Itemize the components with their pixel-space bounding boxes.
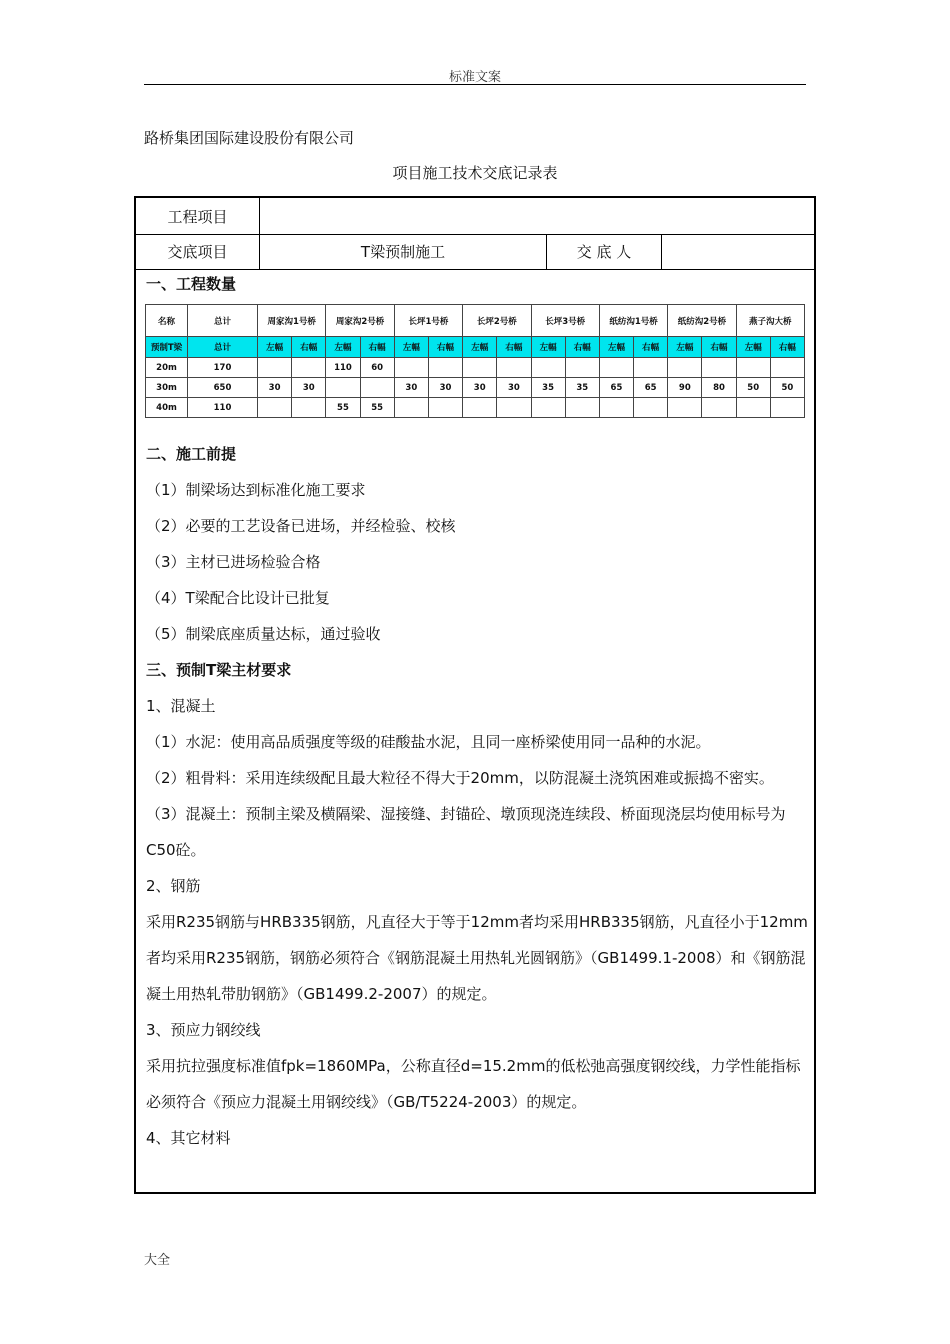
table-header-cell: 周家沟2号桥 [326, 305, 394, 337]
table-cell: 65 [599, 378, 633, 398]
table-cell: 650 [188, 378, 258, 398]
table-cell [258, 398, 292, 418]
table-cell: 60 [360, 358, 394, 378]
table-cell [770, 358, 804, 378]
table-subheader-cell: 左幅 [258, 337, 292, 358]
table-subheader-cell: 左幅 [326, 337, 360, 358]
table-header-cell: 总计 [188, 305, 258, 337]
table-cell [428, 398, 462, 418]
table-subheader-cell: 右幅 [565, 337, 599, 358]
table-cell [702, 398, 736, 418]
table-cell [599, 398, 633, 418]
table-cell: 50 [770, 378, 804, 398]
rebar-text: 采用R235钢筋与HRB335钢筋，凡直径大于等于12mm者均采用HRB335钢筋，凡直径小于12mm者均采用R235钢筋，钢筋必须符合《钢筋混凝土用热轧光圆钢筋》（GB1499.1-2008）和《钢筋混凝土用热轧带肋钢筋》（GB1499.2-2007）的规定。 [146, 913, 808, 1003]
table-cell: 30 [497, 378, 531, 398]
table-subheader-cell: 预制T梁 [146, 337, 188, 358]
table-cell [668, 398, 702, 418]
company-name: 路桥集团国际建设股份有限公司 [144, 129, 355, 147]
person-label: 交 底 人 [576, 243, 632, 261]
table-cell [668, 358, 702, 378]
table-cell [736, 398, 770, 418]
table-cell [531, 358, 565, 378]
header-rule [144, 84, 806, 85]
prereq-item: （1）制梁场达到标准化施工要求 [146, 481, 366, 499]
table-header-cell: 名称 [146, 305, 188, 337]
table-header-cell: 周家沟1号桥 [258, 305, 326, 337]
table-cell [565, 398, 599, 418]
table-header-cell: 燕子沟大桥 [736, 305, 804, 337]
prereq-item: （2）必要的工艺设备已进场，并经检验、校核 [146, 517, 456, 535]
table-header-cell: 长坪1号桥 [394, 305, 462, 337]
page-header: 标准文案 [448, 70, 501, 85]
subsection-concrete: 1、混凝土 [146, 697, 216, 715]
table-cell [634, 398, 668, 418]
section-materials: 三、预制T梁主材要求 [146, 661, 292, 679]
table-header-cell: 纸纺沟1号桥 [599, 305, 667, 337]
table-cell: 55 [360, 398, 394, 418]
table-cell [736, 358, 770, 378]
table-cell [770, 398, 804, 418]
table-cell: 55 [326, 398, 360, 418]
subsection-strand: 3、预应力钢绞线 [146, 1021, 261, 1039]
table-cell: 30m [146, 378, 188, 398]
subsection-rebar: 2、钢筋 [146, 877, 201, 895]
table-row [146, 358, 805, 378]
table-header-cell: 纸纺沟2号桥 [668, 305, 736, 337]
prereq-item: （3）主材已进场检验合格 [146, 553, 321, 571]
concrete-item: （3）混凝土：预制主梁及横隔梁、湿接缝、封锚砼、墩顶现浇连续段、桥面现浇层均使用标号为C50砼。 [146, 805, 786, 859]
record-form [134, 196, 816, 1194]
table-cell [292, 398, 326, 418]
project-row [136, 198, 814, 235]
table-subheader-cell: 左幅 [394, 337, 428, 358]
table-cell [258, 358, 292, 378]
table-cell: 35 [531, 378, 565, 398]
table-cell: 90 [668, 378, 702, 398]
table-cell: 20m [146, 358, 188, 378]
item-row [136, 234, 814, 270]
table-subheader-cell: 右幅 [634, 337, 668, 358]
quantity-table [145, 304, 805, 418]
table-cell [463, 398, 497, 418]
table-cell: 110 [326, 358, 360, 378]
table-cell: 110 [188, 398, 258, 418]
item-label: 交底项目 [167, 243, 228, 261]
table-subheader-cell: 右幅 [428, 337, 462, 358]
project-value [260, 198, 814, 234]
table-cell [428, 358, 462, 378]
table-subheader-cell: 右幅 [497, 337, 531, 358]
table-subheader-cell: 左幅 [531, 337, 565, 358]
table-cell: 30 [463, 378, 497, 398]
table-subheader-cell: 右幅 [360, 337, 394, 358]
table-subheader-row [146, 337, 805, 358]
table-cell [702, 358, 736, 378]
table-subheader-cell: 左幅 [736, 337, 770, 358]
table-cell [360, 378, 394, 398]
table-cell: 35 [565, 378, 599, 398]
table-cell: 65 [634, 378, 668, 398]
table-cell: 50 [736, 378, 770, 398]
concrete-item: （2）粗骨料：采用连续级配且最大粒径不得大于20mm，以防混凝土浇筑困难或振捣不密实。 [146, 769, 774, 787]
table-subheader-cell: 右幅 [702, 337, 736, 358]
table-row [146, 378, 805, 398]
table-cell: 30 [258, 378, 292, 398]
prereq-item: （4）T梁配合比设计已批复 [146, 589, 330, 607]
table-cell [463, 358, 497, 378]
section-prerequisites: 二、施工前提 [146, 445, 237, 463]
table-cell [634, 358, 668, 378]
table-header-cell: 长坪3号桥 [531, 305, 599, 337]
table-subheader-cell: 左幅 [599, 337, 633, 358]
table-cell: 30 [292, 378, 326, 398]
section-quantity: 一、工程数量 [146, 275, 237, 293]
page-footer: 大全 [144, 1253, 171, 1268]
table-header-row [146, 305, 805, 337]
table-cell [394, 398, 428, 418]
table-cell: 80 [702, 378, 736, 398]
item-value: T梁预制施工 [360, 243, 446, 261]
table-cell [531, 398, 565, 418]
table-cell: 30 [394, 378, 428, 398]
table-cell: 30 [428, 378, 462, 398]
table-cell [326, 378, 360, 398]
table-cell [599, 358, 633, 378]
table-cell [292, 358, 326, 378]
document-title: 项目施工技术交底记录表 [392, 164, 558, 182]
table-row [146, 398, 805, 418]
prereq-item: （5）制梁底座质量达标，通过验收 [146, 625, 381, 643]
table-cell: 170 [188, 358, 258, 378]
project-label: 工程项目 [167, 207, 228, 226]
body-text [146, 436, 808, 1156]
table-cell [497, 358, 531, 378]
table-subheader-cell: 右幅 [770, 337, 804, 358]
table-cell [394, 358, 428, 378]
table-cell [565, 358, 599, 378]
subsection-other: 4、其它材料 [146, 1129, 231, 1147]
concrete-item: （1）水泥：使用高品质强度等级的硅酸盐水泥，且同一座桥梁使用同一品种的水泥。 [146, 733, 711, 751]
person-value [662, 234, 814, 269]
table-subheader-cell: 总计 [188, 337, 258, 358]
table-subheader-cell: 左幅 [668, 337, 702, 358]
table-cell [497, 398, 531, 418]
table-subheader-cell: 右幅 [292, 337, 326, 358]
table-header-cell: 长坪2号桥 [463, 305, 531, 337]
strand-text: 采用抗拉强度标准值fpk=1860MPa，公称直径d=15.2mm的低松弛高强度钢绞线，力学性能指标必须符合《预应力混凝土用钢绞线》（GB/T5224-2003）的规定。 [146, 1057, 801, 1111]
table-cell: 40m [146, 398, 188, 418]
table-subheader-cell: 左幅 [463, 337, 497, 358]
